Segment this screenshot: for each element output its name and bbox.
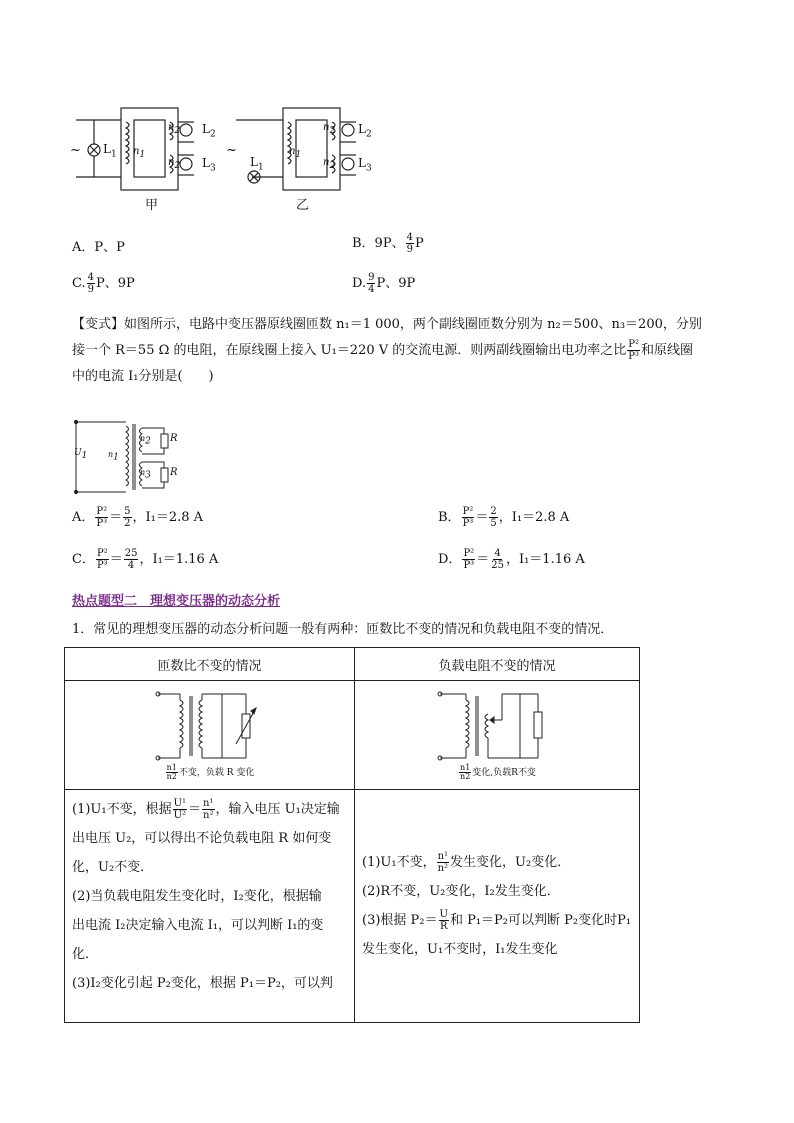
- col2-p1: (1)U₁不变， $\frac{\text{n¹}}{\text{n²}}$ 发生变化，U₂变化．: [362, 851, 571, 874]
- option-c-variant: C． $\frac{\text{P²}}{\text{P³}}$ ＝ $\frac{25}{4}$ ，I₁＝1.16 A: [72, 548, 219, 571]
- option-d-variant: D． $\frac{\text{P²}}{\text{P³}}$ ＝ $\frac{4}{25}$ ，I₁＝1.16 A: [438, 548, 585, 571]
- variant-line-3: 中的电流 I₁分别是( ): [72, 369, 214, 384]
- option-a-top: A．P、P: [72, 240, 125, 255]
- lamp-l1-label-yi: $L_1$: [250, 155, 264, 173]
- section-intro: 1．常见的理想变压器的动态分析问题一般有两种：匝数比不变的情况和负载电阻不变的情况．: [72, 622, 614, 637]
- coil-n2-label-jia-top: $n_2$: [168, 122, 181, 136]
- option-b-top: B．9P、 $\frac{4}{9}$ P: [352, 232, 424, 255]
- section-title: 热点题型二 理想变压器的动态分析: [72, 594, 281, 609]
- col2-caption: $\frac{n1}{n2}$ 变化,负载R不变: [460, 762, 536, 781]
- col1-diagram-cell: [65, 681, 355, 790]
- col1-header: 匝数比不变的情况: [65, 648, 355, 681]
- lamp-l2-label-jia: $L_2$: [202, 122, 216, 140]
- col1-circuit-diagram: [150, 690, 270, 762]
- lamp-l3-label-yi: $L_3$: [358, 156, 372, 174]
- variant-r-label-top: R: [170, 433, 178, 444]
- col1-p1-line2: 出电压 U₂，可以得出不论负载电阻 R 如何变: [72, 831, 332, 846]
- col2-p2: (2)R不变，U₂变化，I₂发生变化．: [362, 884, 560, 899]
- ac-symbol-jia: ~: [70, 143, 81, 158]
- lamp-l2-label-yi: $L_2$: [358, 122, 372, 140]
- figure-yi-label: 乙: [296, 198, 310, 213]
- option-a-variant: A． $\frac{\text{P²}}{\text{P³}}$ ＝ $\frac{5}{2}$ ，I₁＝2.8 A: [72, 506, 204, 529]
- ac-symbol-yi: ~: [226, 143, 237, 158]
- variant-n3-label: $n_3$: [140, 468, 151, 481]
- col1-p2-line1: (2)当负载电阻发生变化时，I₂变化，根据输: [72, 889, 322, 904]
- col2-diagram-cell: [355, 681, 640, 790]
- coil-n2-label-jia-bottom: $n_2$: [168, 157, 181, 171]
- variant-line-2: 接一个 R＝55 Ω 的电阻，在原线圈上接入 U₁＝220 V 的交流电源．则两副线圈输出电功率之比 $\frac{\text{P²}}{\text{P³}}$ 和原线圈: [72, 339, 694, 362]
- variant-n1-label: $n_1$: [108, 450, 119, 463]
- comparison-table: [64, 647, 640, 1023]
- col1-p2-line2: 出电流 I₂决定输入电流 I₁，可以判断 I₁的变: [72, 918, 324, 933]
- variant-line-1: 【变式】如图所示，电路中变压器原线圈匝数 n₁＝1 000，两个副线圈匝数分别为 n₂＝500、n₃＝200，分别: [72, 317, 702, 332]
- col1-p1-line3: 化，U₂不变．: [72, 860, 154, 875]
- col1-p1-line1: (1)U₁不变，根据 $\frac{\text{U¹}}{\text{U²}}$ ＝ $\frac{\text{n¹}}{\text{n²}}$ ，输入电压 U₁决定输: [72, 798, 340, 821]
- col1-p2-line3: 化．: [72, 947, 99, 962]
- figure-jia-label: 甲: [145, 198, 159, 213]
- option-d-top: D. $\frac{9}{4}$ P、9P: [352, 272, 416, 295]
- col2-p3-line1: (3)根据 P₂＝ $\frac{U}{R}$ 和 P₁＝P₂可以判断 P₂变化时P₁: [362, 909, 632, 932]
- variant-u1-label: $U_1$: [74, 448, 88, 461]
- lamp-l3-label-jia: $L_3$: [202, 156, 216, 174]
- option-c-top: C. $\frac{4}{9}$ P、9P: [72, 272, 135, 295]
- variant-n2-label: $n_2$: [140, 434, 151, 447]
- coil-n1-label-yi: $n_1$: [289, 146, 302, 160]
- col1-explanation: [65, 790, 355, 1023]
- col2-p3-line2: 发生变化，U₁不变时，I₁发生变化: [362, 942, 558, 957]
- col1-p3-line1: (3)I₂变化引起 P₂变化，根据 P₁＝P₂，可以判: [72, 976, 333, 991]
- variant-transformer-circuit: [70, 418, 190, 498]
- option-b-variant: B． $\frac{\text{P²}}{\text{P³}}$ ＝ $\frac{2}{5}$ ，I₁＝2.8 A: [438, 506, 570, 529]
- col2-header: 负载电阻不变的情况: [355, 648, 640, 681]
- coil-n1-label-jia: $n_1$: [133, 146, 146, 160]
- variant-question: [72, 312, 736, 390]
- variant-r-label-bottom: R: [170, 467, 178, 478]
- coil-n2-label-yi-top: $n_2$: [323, 122, 336, 136]
- col2-explanation: [355, 790, 640, 1023]
- lamp-l1-label-jia: $L_1$: [103, 142, 117, 160]
- col1-caption: $\frac{n1}{n2}$ 不变，负载 R 变化: [166, 762, 255, 781]
- coil-n2-label-yi-bottom: $n_2$: [323, 157, 336, 171]
- col2-circuit-diagram: [432, 690, 562, 762]
